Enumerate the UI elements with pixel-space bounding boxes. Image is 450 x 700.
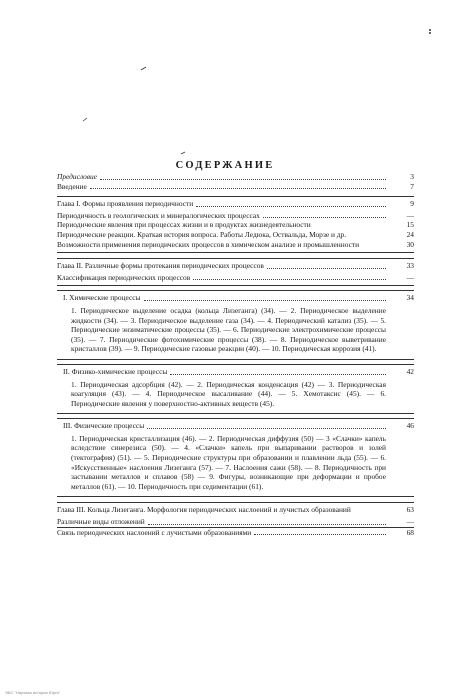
toc-entry-label: Периодичность в геологических и минералогических процессах [57,210,260,220]
toc-entry-label: Периодические реакции. Краткая история вопроса. Работы Ледюка, Оствальда, Морзе и др. [57,229,347,239]
toc-entry-page: — [406,210,414,220]
toc-entry-label: Различные виды отложений [57,517,145,527]
dot-leader [170,374,386,375]
toc-chapter-2[interactable] [57,258,414,273]
toc-section-page: 46 [406,421,414,431]
toc-entry-intro[interactable] [57,182,414,192]
dot-leader [144,300,386,301]
toc-entry[interactable] [57,230,414,240]
toc-entry-label: Связь периодических наслоений с лучистыми образованиями [57,527,252,537]
toc-section-physicochemical [57,364,414,414]
dot-leader [267,268,386,269]
toc-section-heading[interactable] [57,367,414,377]
toc-section-chemical [57,290,414,360]
toc-entry-page: 30 [406,239,414,249]
toc-entry-page: 15 [406,220,414,230]
toc-section-physical [57,418,414,497]
toc-section-contents: 1. Периодическая кристаллизация (46). — 2. Периодическая диффузия (50) — 3 «Слачки» капель вследствие синерезиса (50). — 4. «Слачки» капель при выпаривании растворов и золей (тектография) (51). — 5. Периодические структуры при образовании и плавлении льда (55). — 6. «Искусственные» наслоения Лизеганга (57). — 7. Наслоения сажи (58). — 8. Периодичность при застывании металлов и сплавов (58) — 9. Фигуры, возникающие при деформации и пробое металлов (61). — 10. Периодичность при седиментации (61). [71,433,386,491]
toc-section-label: III. Физические процессы [63,421,145,431]
toc-chapter-1[interactable] [57,196,414,211]
toc-entry-label: Введение [57,181,87,191]
dot-leader [100,179,386,180]
toc-entry[interactable] [57,527,414,538]
watermark-footer: ЭБС "Научная история Юрги" [5,690,61,695]
toc-section-heading[interactable] [57,293,414,303]
toc-entry-page: — [406,517,414,527]
dot-leader [147,428,386,429]
toc-chapter-3[interactable] [57,502,414,517]
toc-entry-page: 24 [406,229,414,239]
toc-entry[interactable] [57,273,414,287]
toc-entry-label: Предисловие [57,172,98,181]
toc-entry-label: Периодические явления при процессах жизни и в продуктах жизнедеятельности [57,220,311,230]
toc-section-page: 34 [406,293,414,303]
toc-entry[interactable] [57,220,414,230]
toc-entry[interactable] [57,517,414,527]
toc-chapter-page: 9 [410,199,414,209]
dot-leader [193,279,386,280]
toc-section-heading[interactable] [57,421,414,431]
toc-chapter-label: Глава III. Кольца Лизеганга. Морфология периодических наслоений и лучистых образований [57,505,351,515]
toc-entry-page: 68 [406,527,414,537]
toc-section-label: II. Физико-химические процессы [63,366,168,376]
toc-section-contents: 1. Периодическое выделение осадка (кольца Лизеганга) (34). — 2. Периодическое выделение жидкости (34). — 3. Периодическое выделение газа (34). — 4. Периодический катализ (35). — 5. Периодические энзиматические процессы (35). — 6. Периодические электрохимические процессы (35). — 7. Периодические фотохимические процессы (38). — 8. Периодическое выветривание кристаллов (39). — 9. Периодические газовые реакции (40). — 10. Периодическая коррозия (41). [71,305,386,354]
toc-entry-page: 7 [410,181,414,191]
page-title: СОДЕРЖАНИЕ [175,160,275,171]
toc-chapter-label: Глава I. Формы проявления периодичности [57,199,194,209]
toc-section-label: I. Химические процессы [63,293,141,303]
dot-leader [148,524,386,525]
toc-entry-preface[interactable] [57,172,414,182]
toc-entry-label: Классификация периодических процессов [57,272,191,282]
toc-entry-label: Возможности применения периодических процессов в химическом анализе и промышленности [57,239,360,249]
toc-section-page: 42 [406,366,414,376]
toc-entry[interactable] [57,211,414,221]
dot-leader [254,534,386,535]
dot-leader [263,217,386,218]
toc-entry-page: 3 [410,172,414,181]
dot-leader [90,188,386,189]
toc-entry-page: — [406,272,414,282]
dot-leader [196,206,386,207]
toc-chapter-label: Глава II. Различные формы протекания периодических процессов [57,261,264,271]
toc-section-contents: 1. Периодическая адсорбция (42). — 2. Периодическая конденсация (42) — 3. Периодическая коагуляция (43). — 4. Периодическое высаливание (44). — 5. Хемотаксис (45). — 6. Периодические явления у поверхностно-активных веществ (45). [71,379,386,408]
toc-entry[interactable] [57,240,414,254]
toc-chapter-page: 63 [406,505,414,515]
table-of-contents [57,172,414,537]
toc-chapter-page: 33 [406,261,414,271]
